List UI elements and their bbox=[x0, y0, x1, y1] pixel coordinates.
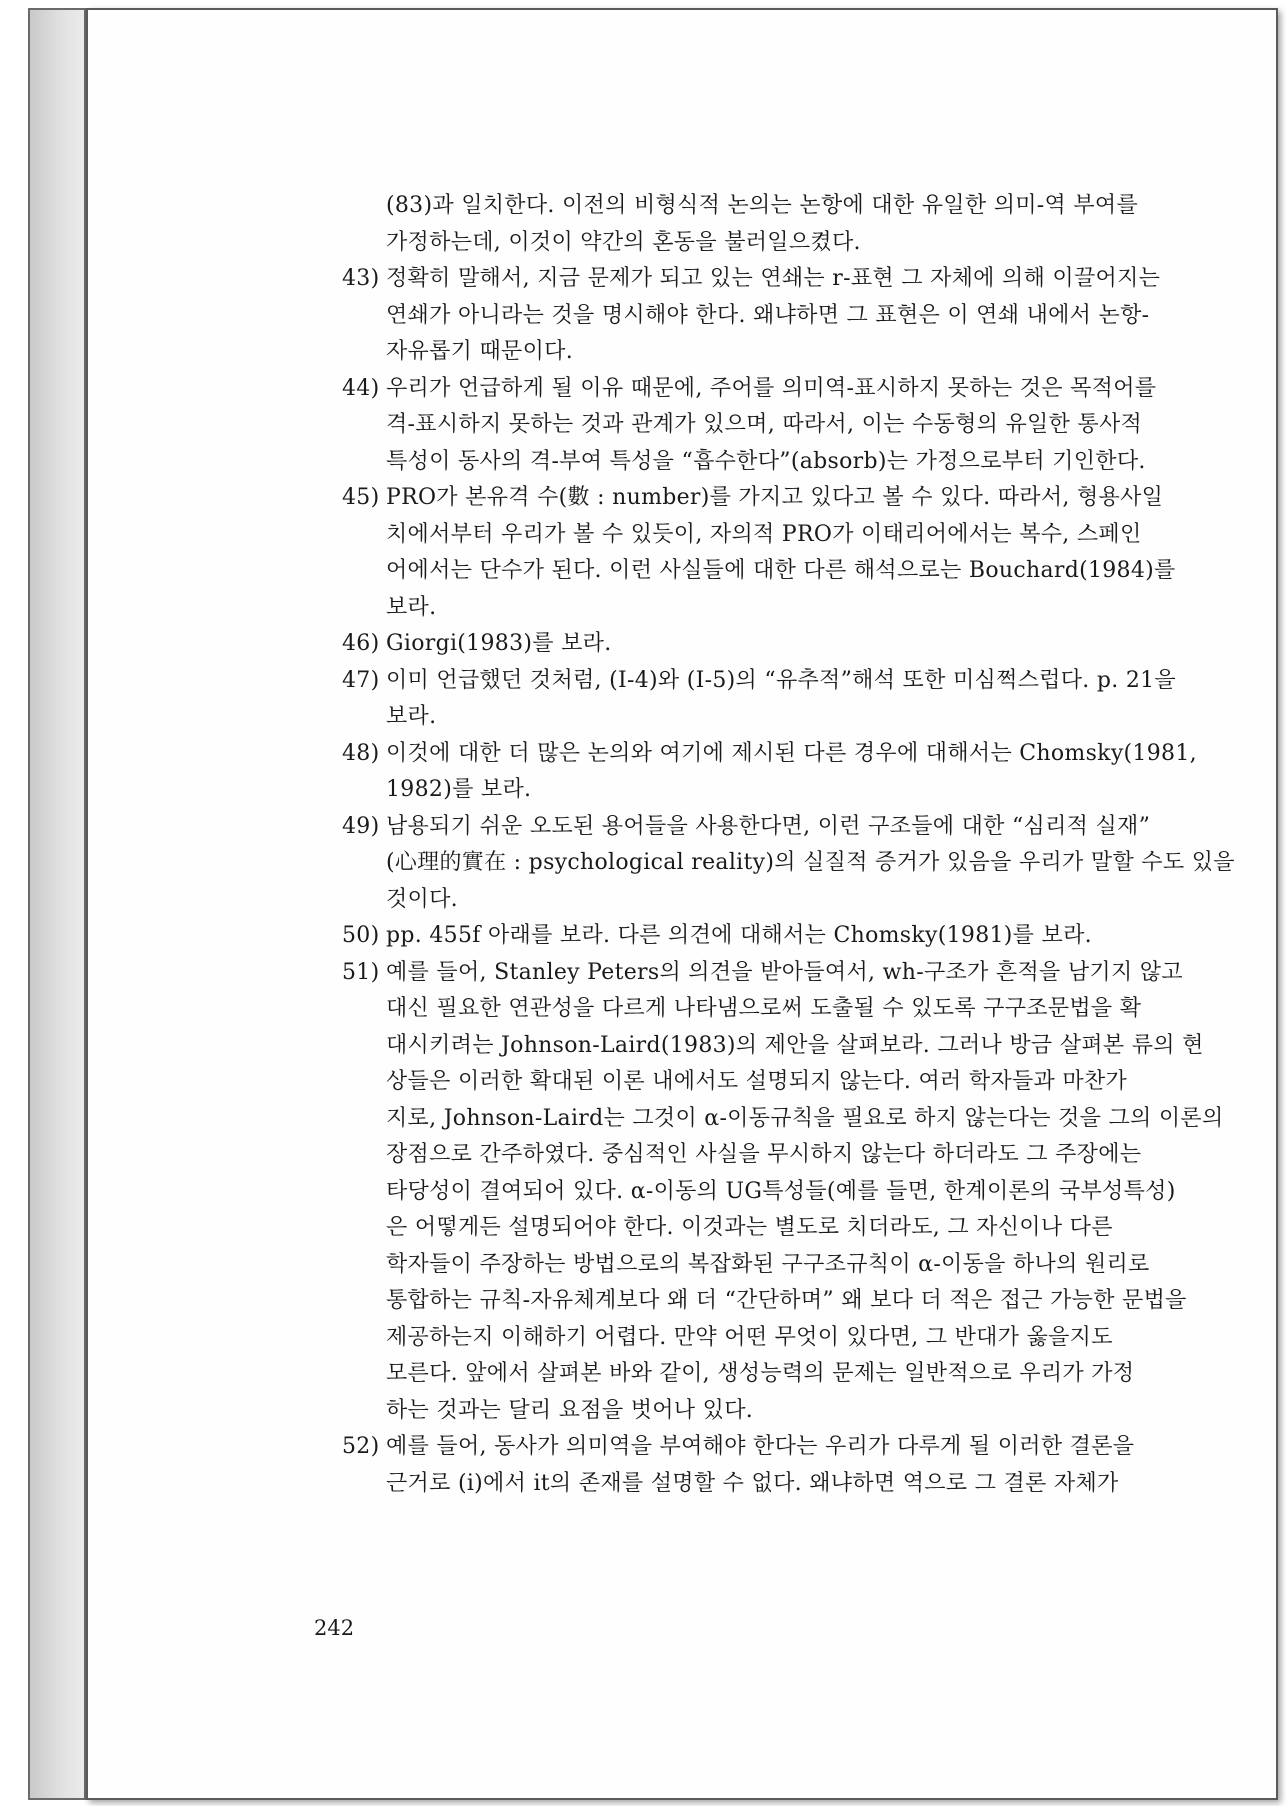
line-text: 대신 필요한 연관성을 다르게 나타냄으로써 도출될 수 있도록 구구조문법을 확 bbox=[386, 996, 1142, 1021]
line-text: Giorgi(1983)를 보라. bbox=[386, 631, 612, 656]
line-text: 것이다. bbox=[386, 886, 458, 912]
line-text: 예를 들어, Stanley Peters의 의견을 받아들여서, wh-구조가 흔적을 남기지 않고 bbox=[386, 959, 1183, 985]
text-line bbox=[248, 1101, 1228, 1138]
footnote-number: 43) bbox=[342, 266, 380, 291]
line-text: 격-표시하지 못하는 것과 관계가 있으며, 따라서, 이는 수동형의 유일한 통사적 bbox=[386, 412, 1143, 437]
text-line bbox=[248, 1247, 1228, 1284]
text-line bbox=[248, 991, 1228, 1028]
text-line bbox=[248, 225, 1228, 262]
text-line bbox=[248, 809, 1228, 846]
text-line bbox=[248, 1210, 1228, 1247]
line-text: (心理的實在 : psychological reality)의 실질적 증거가 있음을 우리가 말할 수도 있을 bbox=[386, 850, 1235, 875]
text-line bbox=[248, 918, 1228, 955]
page-number: 242 bbox=[314, 1616, 355, 1640]
line-text: 통합하는 규칙-자유체계보다 왜 더 “간단하며” 왜 보다 더 적은 접근 가능한 문법을 bbox=[386, 1288, 1187, 1313]
footnote-number: 52) bbox=[342, 1434, 380, 1459]
text-line bbox=[248, 1137, 1228, 1174]
line-text: PRO가 본유격 수(數 : number)를 가지고 있다고 볼 수 있다. 따라서, 형용사일 bbox=[386, 485, 1164, 510]
text-line bbox=[248, 772, 1228, 809]
line-text: 연쇄가 아니라는 것을 명시해야 한다. 왜냐하면 그 표현은 이 연쇄 내에서 논항- bbox=[386, 302, 1150, 328]
line-text: 학자들이 주장하는 방법으로의 복잡화된 구구조규칙이 α-이동을 하나의 원리로 bbox=[386, 1251, 1150, 1277]
line-text: 남용되기 쉬운 오도된 용어들을 사용한다면, 이런 구조들에 대한 “심리적 실재” bbox=[386, 813, 1151, 839]
text-line bbox=[248, 736, 1228, 773]
text-line bbox=[248, 188, 1228, 225]
text-line bbox=[248, 590, 1228, 627]
text-line bbox=[248, 261, 1228, 298]
text-line bbox=[248, 371, 1228, 408]
line-text: 대시키려는 Johnson-Laird(1983)의 제안을 살펴보라. 그러나 방금 살펴본 류의 현 bbox=[386, 1032, 1204, 1058]
text-line bbox=[248, 1429, 1228, 1466]
text-line bbox=[248, 1283, 1228, 1320]
footnote-number: 51) bbox=[342, 959, 380, 985]
line-text: 타당성이 결여되어 있다. α-이동의 UG특성들(예를 들면, 한계이론의 국부성특성) bbox=[386, 1178, 1176, 1204]
text-line bbox=[248, 699, 1228, 736]
text-line bbox=[248, 1174, 1228, 1211]
text-line bbox=[248, 1393, 1228, 1430]
text-line bbox=[248, 298, 1228, 335]
line-text: 예를 들어, 동사가 의미역을 부여해야 한다는 우리가 다루게 될 이러한 결론을 bbox=[386, 1434, 1135, 1459]
text-line bbox=[248, 955, 1228, 992]
line-text: 상들은 이러한 확대된 이론 내에서도 설명되지 않는다. 여러 학자들과 마찬가 bbox=[386, 1069, 1128, 1094]
line-text: 제공하는지 이해하기 어렵다. 만약 어떤 무엇이 있다면, 그 반대가 옳을지도 bbox=[386, 1324, 1113, 1350]
line-text: 보라. bbox=[386, 594, 437, 620]
text-line bbox=[248, 1466, 1228, 1503]
line-text: 특성이 동사의 격-부여 특성을 “흡수한다”(absorb)는 가정으로부터 기인한다. bbox=[386, 448, 1146, 474]
line-text: 장점으로 간주하였다. 중심적인 사실을 무시하지 않는다 하더라도 그 주장에는 bbox=[386, 1142, 1142, 1167]
line-text: 가정하는데, 이것이 약간의 혼동을 불러일으켰다. bbox=[386, 229, 861, 255]
footnote-number: 49) bbox=[342, 813, 380, 839]
text-line bbox=[248, 1356, 1228, 1393]
line-text: 이미 언급했던 것처럼, (I-4)와 (I-5)의 “유추적”해석 또한 미심쩍스럽다. p. 21을 bbox=[386, 667, 1176, 693]
text-line bbox=[248, 845, 1235, 882]
line-text: (83)과 일치한다. 이전의 비형식적 논의는 논항에 대한 유일한 의미-역 부여를 bbox=[386, 193, 1139, 218]
line-text: 모른다. 앞에서 살펴본 바와 같이, 생성능력의 문제는 일반적으로 우리가 가정 bbox=[386, 1361, 1135, 1386]
line-text: 이것에 대한 더 많은 논의와 여기에 제시된 다른 경우에 대해서는 Chomsky(1981, bbox=[386, 740, 1197, 766]
footnote-number: 46) bbox=[342, 631, 380, 656]
line-text: 정확히 말해서, 지금 문제가 되고 있는 연쇄는 r-표현 그 자체에 의해 이끌어지는 bbox=[386, 266, 1161, 291]
text-line bbox=[248, 663, 1228, 700]
footnotes-body bbox=[248, 188, 1235, 1502]
line-text: 치에서부터 우리가 볼 수 있듯이, 자의적 PRO가 이태리어에서는 복수, 스페인 bbox=[386, 521, 1142, 547]
text-line bbox=[248, 517, 1228, 554]
line-text: 자유롭기 때문이다. bbox=[386, 339, 574, 364]
line-text: 은 어떻게든 설명되어야 한다. 이것과는 별도로 치더라도, 그 자신이나 다른 bbox=[386, 1215, 1113, 1240]
footnote-number: 47) bbox=[342, 667, 380, 693]
footnote-number: 50) bbox=[342, 923, 380, 948]
footnote-number: 48) bbox=[342, 740, 380, 766]
line-text: 지로, Johnson-Laird는 그것이 α-이동규칙을 필요로 하지 않는다는 것을 그의 이론의 bbox=[386, 1105, 1224, 1131]
line-text: pp. 455f 아래를 보라. 다른 의견에 대해서는 Chomsky(1981)를 보라. bbox=[386, 923, 1092, 948]
text-line bbox=[248, 1320, 1228, 1357]
text-line bbox=[248, 1028, 1228, 1065]
footnote-number: 44) bbox=[342, 375, 380, 401]
line-text: 근거로 (i)에서 it의 존재를 설명할 수 없다. 왜냐하면 역으로 그 결론 자체가 bbox=[386, 1470, 1119, 1496]
book-page bbox=[86, 8, 1278, 1800]
text-line bbox=[248, 480, 1228, 517]
text-line bbox=[248, 626, 1228, 663]
text-line bbox=[248, 444, 1228, 481]
text-line bbox=[248, 334, 1228, 371]
line-text: 하는 것과는 달리 요점을 벗어나 있다. bbox=[386, 1397, 754, 1423]
text-line bbox=[248, 407, 1228, 444]
text-line bbox=[248, 882, 1228, 919]
text-line bbox=[248, 553, 1228, 590]
line-text: 우리가 언급하게 될 이유 때문에, 주어를 의미역-표시하지 못하는 것은 목적어를 bbox=[386, 375, 1157, 401]
text-line bbox=[248, 1064, 1228, 1101]
line-text: 1982)를 보라. bbox=[386, 777, 532, 802]
line-text: 보라. bbox=[386, 704, 437, 729]
book-spine bbox=[28, 8, 86, 1800]
footnote-number: 45) bbox=[342, 485, 380, 510]
line-text: 어에서는 단수가 된다. 이런 사실들에 대한 다른 해석으로는 Bouchard(1984)를 bbox=[386, 558, 1176, 583]
